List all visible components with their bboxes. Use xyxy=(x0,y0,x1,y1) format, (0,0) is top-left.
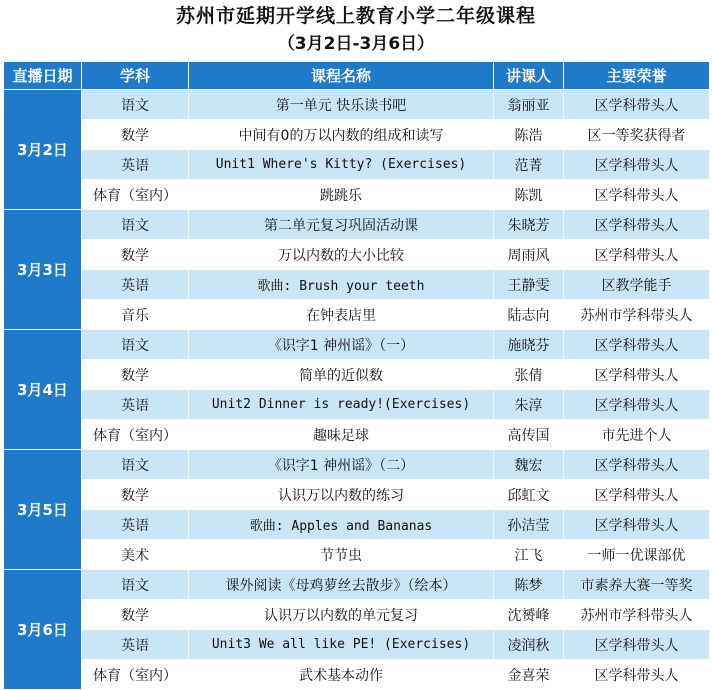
header-row xyxy=(4,62,710,90)
honor-cell: 区学科带头人 xyxy=(564,330,710,360)
schedule-table xyxy=(3,61,710,690)
course-cell: 武术基本动作 xyxy=(189,660,494,690)
honor-cell: 区学科带头人 xyxy=(564,210,710,240)
page-title: 苏州市延期开学线上教育小学二年级课程 xyxy=(175,5,536,27)
honor-cell: 市素养大赛一等奖 xyxy=(564,570,710,600)
date-cell: 3月3日 xyxy=(4,210,82,330)
subject-cell: 数学 xyxy=(82,480,189,510)
course-cell: 《识字1 神州谣》（一） xyxy=(189,330,494,360)
course-cell: Unit1 Where's Kitty? (Exercises) xyxy=(189,150,494,180)
date-cell: 3月6日 xyxy=(4,570,82,690)
table-row xyxy=(4,480,710,510)
table-row xyxy=(4,630,710,660)
teacher-cell: 陆志向 xyxy=(494,300,564,330)
subject-cell: 英语 xyxy=(82,630,189,660)
table-row xyxy=(4,510,710,540)
table-row xyxy=(4,390,710,420)
teacher-cell: 邱虹文 xyxy=(494,480,564,510)
table-row xyxy=(4,540,710,570)
honor-cell: 苏州市学科带头人 xyxy=(564,600,710,630)
teacher-cell: 施晓芬 xyxy=(494,330,564,360)
teacher-cell: 王静雯 xyxy=(494,270,564,300)
subject-cell: 英语 xyxy=(82,150,189,180)
honor-cell: 区学科带头人 xyxy=(564,360,710,390)
honor-cell: 区学科带头人 xyxy=(564,510,710,540)
teacher-cell: 高传国 xyxy=(494,420,564,450)
course-cell: 在钟表店里 xyxy=(189,300,494,330)
teacher-cell: 朱淳 xyxy=(494,390,564,420)
table-row xyxy=(4,330,710,360)
teacher-cell: 江飞 xyxy=(494,540,564,570)
honor-cell: 区学科带头人 xyxy=(564,660,710,690)
course-cell: 课外阅读《母鸡萝丝去散步》（绘本） xyxy=(189,570,494,600)
honor-cell: 一师一优课部优 xyxy=(564,540,710,570)
table-row xyxy=(4,240,710,270)
teacher-cell: 沈赟峰 xyxy=(494,600,564,630)
course-cell: 中间有0的万以内数的组成和读写 xyxy=(189,120,494,150)
course-cell: 歌曲: Brush your teeth xyxy=(189,270,494,300)
table-row xyxy=(4,570,710,600)
teacher-cell: 凌润秋 xyxy=(494,630,564,660)
page-subtitle: （3月2日-3月6日） xyxy=(277,34,435,54)
course-cell: 趣味足球 xyxy=(189,420,494,450)
honor-cell: 区学科带头人 xyxy=(564,240,710,270)
teacher-cell: 孙洁莹 xyxy=(494,510,564,540)
subject-cell: 数学 xyxy=(82,120,189,150)
subject-cell: 数学 xyxy=(82,360,189,390)
teacher-cell: 陈浩 xyxy=(494,120,564,150)
teacher-cell: 周雨风 xyxy=(494,240,564,270)
teacher-cell: 朱晓芳 xyxy=(494,210,564,240)
honor-cell: 苏州市学科带头人 xyxy=(564,300,710,330)
subject-cell: 英语 xyxy=(82,270,189,300)
course-cell: 第二单元复习巩固活动课 xyxy=(189,210,494,240)
date-cell: 3月2日 xyxy=(4,90,82,210)
subject-cell: 英语 xyxy=(82,510,189,540)
subject-cell: 数学 xyxy=(82,600,189,630)
header-honor: 主要荣誉 xyxy=(564,62,710,90)
honor-cell: 市先进个人 xyxy=(564,420,710,450)
table-row xyxy=(4,300,710,330)
teacher-cell: 张倩 xyxy=(494,360,564,390)
table-row xyxy=(4,150,710,180)
subject-cell: 体育（室内） xyxy=(82,420,189,450)
subject-cell: 语文 xyxy=(82,210,189,240)
teacher-cell: 陈凯 xyxy=(494,180,564,210)
table-row xyxy=(4,270,710,300)
subject-cell: 体育（室内） xyxy=(82,660,189,690)
subject-cell: 语文 xyxy=(82,330,189,360)
honor-cell: 区学科带头人 xyxy=(564,480,710,510)
course-cell: 歌曲: Apples and Bananas xyxy=(189,510,494,540)
header-date: 直播日期 xyxy=(4,62,82,90)
header-subject: 学科 xyxy=(82,62,189,90)
honor-cell: 区学科带头人 xyxy=(564,390,710,420)
subject-cell: 语文 xyxy=(82,450,189,480)
course-cell: 简单的近似数 xyxy=(189,360,494,390)
table-row xyxy=(4,360,710,390)
course-cell: 认识万以内数的练习 xyxy=(189,480,494,510)
course-cell: 跳跳乐 xyxy=(189,180,494,210)
subject-cell: 体育（室内） xyxy=(82,180,189,210)
honor-cell: 区学科带头人 xyxy=(564,630,710,660)
course-cell: Unit3 We all like PE! (Exercises) xyxy=(189,630,494,660)
subject-cell: 语文 xyxy=(82,90,189,120)
date-cell: 3月4日 xyxy=(4,330,82,450)
subject-cell: 音乐 xyxy=(82,300,189,330)
header-course: 课程名称 xyxy=(189,62,494,90)
table-row xyxy=(4,210,710,240)
course-cell: 第一单元 快乐读书吧 xyxy=(189,90,494,120)
table-row xyxy=(4,120,710,150)
honor-cell: 区教学能手 xyxy=(564,270,710,300)
honor-cell: 区一等奖获得者 xyxy=(564,120,710,150)
header-teacher: 讲课人 xyxy=(494,62,564,90)
course-cell: 万以内数的大小比较 xyxy=(189,240,494,270)
subject-cell: 语文 xyxy=(82,570,189,600)
table-row xyxy=(4,600,710,630)
table-row xyxy=(4,660,710,690)
honor-cell: 区学科带头人 xyxy=(564,450,710,480)
table-row xyxy=(4,420,710,450)
honor-cell: 区学科带头人 xyxy=(564,150,710,180)
teacher-cell: 陈梦 xyxy=(494,570,564,600)
table-row xyxy=(4,90,710,120)
course-cell: 《识字1 神州谣》（二） xyxy=(189,450,494,480)
teacher-cell: 范菁 xyxy=(494,150,564,180)
honor-cell: 区学科带头人 xyxy=(564,180,710,210)
teacher-cell: 金喜荣 xyxy=(494,660,564,690)
table-row xyxy=(4,180,710,210)
teacher-cell: 翁丽亚 xyxy=(494,90,564,120)
subject-cell: 美术 xyxy=(82,540,189,570)
table-row xyxy=(4,450,710,480)
honor-cell: 区学科带头人 xyxy=(564,90,710,120)
teacher-cell: 魏宏 xyxy=(494,450,564,480)
course-cell: 认识万以内数的单元复习 xyxy=(189,600,494,630)
table-body xyxy=(4,90,710,690)
course-cell: 节节虫 xyxy=(189,540,494,570)
subject-cell: 数学 xyxy=(82,240,189,270)
date-cell: 3月5日 xyxy=(4,450,82,570)
course-cell: Unit2 Dinner is ready!(Exercises) xyxy=(189,390,494,420)
subject-cell: 英语 xyxy=(82,390,189,420)
